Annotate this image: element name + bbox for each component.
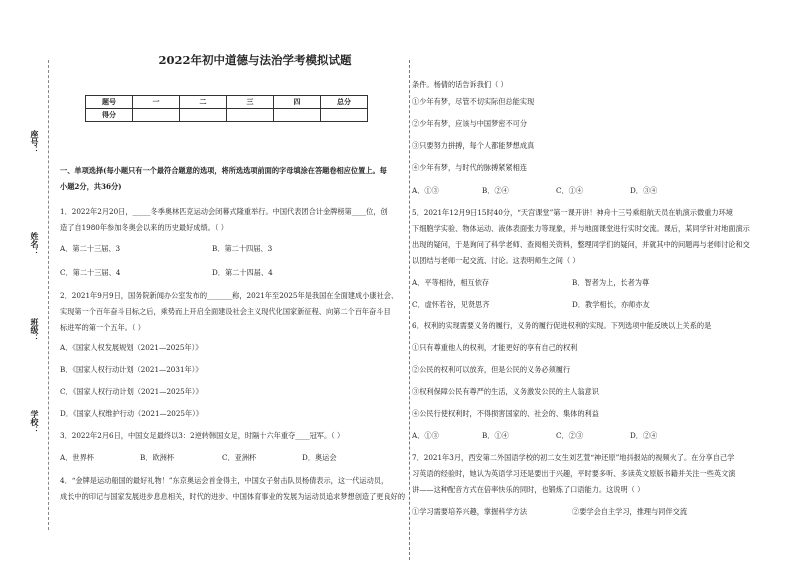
statement-2: ②公民的权利可以放弃，但是公民的义务必须履行 xyxy=(412,365,571,374)
binding-line xyxy=(48,60,49,530)
question-stem: 习英语的经验时，她认为英语学习还是要出于兴趣，平时要多听、多读英文原版书籍并关注一些英文演 xyxy=(412,469,736,478)
option-a[interactable]: A．①③ xyxy=(412,186,439,195)
section-heading-cont: 小题2分，共36分) xyxy=(60,182,122,191)
statement-1: ①只有尊重他人的权利，才能更好的享有自己的权利 xyxy=(412,343,578,352)
option-c[interactable]: C．第二十三届、4 xyxy=(60,268,121,277)
option-b[interactable]: B．欧洲杯 xyxy=(140,453,175,462)
statement-3: ③只要努力拼搏，每个人都能梦想成真 xyxy=(412,141,535,150)
question-stem: 成长中的印记与国家发展进步息息相关，时代的进步、中国体育事业的发展为运动员追求梦想创造了更良好的 xyxy=(60,492,406,501)
question-stem: 条件。杨倩的话告诉我们（ ） xyxy=(412,80,508,89)
table-cell[interactable] xyxy=(227,109,274,122)
question-stem: 7．2021年3月，西安第二外国语学校的初二女生刘艺萱“神还原”地抖报站的视频火了。在分享自己学 xyxy=(412,453,735,462)
option-d[interactable]: D．教学相长，亦师亦友 xyxy=(572,300,650,309)
question-stem: 标进军的第一个五年。（ ） xyxy=(60,323,145,332)
option-d[interactable]: D．②④ xyxy=(630,431,658,440)
statement-1: ①少年有梦，尽管不切实际但总能实现 xyxy=(412,97,535,106)
school-label: 学校： xyxy=(30,410,40,434)
option-b[interactable]: B．第二十四届、3 xyxy=(212,244,273,253)
statement-4: ④少年有梦，与时代的脉搏紧紧相连 xyxy=(412,163,528,172)
option-c[interactable]: C．①④ xyxy=(556,186,584,195)
page-title: 2022年初中道德与法治学考模拟试题 xyxy=(158,53,352,67)
option-a[interactable]: A．①③ xyxy=(412,431,439,440)
statement-3: ③权利保障公民有尊严的生活，义务激发公民的主人翁意识 xyxy=(412,387,599,396)
question-stem: 实现第一个百年奋斗目标之后，乘势而上开启全面建设社会主义现代化国家新征程、向第二个百年奋斗目 xyxy=(60,307,391,316)
option-a[interactable]: A．《国家人权发展规划（2021—2025年）》 xyxy=(60,343,203,352)
statement-2: ②要学会自主学习，推理与同伴交流 xyxy=(572,507,688,516)
option-a[interactable]: A．平等相待，相互依存 xyxy=(412,278,490,287)
table-cell[interactable] xyxy=(180,109,227,122)
option-a[interactable]: A．世界杯 xyxy=(60,453,94,462)
option-d[interactable]: D．第二十四届、4 xyxy=(212,268,273,277)
option-b[interactable]: B．①④ xyxy=(482,431,509,440)
option-c[interactable]: C．《国家人权行动计划（2021—2025年）》 xyxy=(60,387,203,396)
question-stem: 以团结与老师一起交流、讨论。这表明师生之间（ ） xyxy=(412,256,580,265)
question-stem: 讲——这种配音方式在倍率快乐的同时，也锻炼了口语能力。这说明（ ） xyxy=(412,485,645,494)
table-cell: 题号 xyxy=(86,96,133,109)
question-stem: 造了自1980年参加冬奥会以来的历史最好成绩。（ ） xyxy=(60,223,228,232)
question-stem: 3．2022年2月6日，中国女足最终以3：2逆转韩国女足，时隔十六年重夺____冠军。（ ） xyxy=(60,431,345,440)
question-stem: 6．权利的实现需要义务的履行，义务的履行促进权利的实现。下列选项中能反映以上关系的是 xyxy=(412,321,712,330)
question-stem: 下细胞学实验、物体运动、液体表面张力等现象，并与地面课堂进行实时交流。课后，某同学针对地面演示 xyxy=(412,224,750,233)
table-cell: 四 xyxy=(274,96,321,109)
option-c[interactable]: C．②③ xyxy=(556,431,584,440)
option-c[interactable]: C．虚怀若谷，见贤思齐 xyxy=(412,300,490,309)
statement-1: ①学习需要培养兴趣，掌握科学方法 xyxy=(412,507,528,516)
option-b[interactable]: B．《国家人权行动计划（2021—2031年）》 xyxy=(60,365,203,374)
class-label: 班级： xyxy=(30,318,40,342)
statement-2: ②少年有梦，应该与中国梦密不可分 xyxy=(412,119,528,128)
table-row xyxy=(86,109,368,122)
option-d[interactable]: D．奥运会 xyxy=(302,453,337,462)
question-stem: 出现的疑问，于是询问了科学老师、查阅相关资料，整理同学们的疑问，并就其中的问题再与老师讨论和交 xyxy=(412,240,750,249)
statement-4: ④公民行使权利时，不得损害国家的、社会的、集体的利益 xyxy=(412,409,599,418)
option-b[interactable]: B．智者为上，长者为尊 xyxy=(572,278,650,287)
score-table xyxy=(85,95,368,122)
option-a[interactable]: A．第二十三届、3 xyxy=(60,244,121,253)
option-b[interactable]: B．②④ xyxy=(482,186,509,195)
option-d[interactable]: D．《国家人权维护行动（2021—2025年）》 xyxy=(60,409,203,418)
table-cell[interactable] xyxy=(133,109,180,122)
table-row xyxy=(86,96,368,109)
table-cell[interactable] xyxy=(321,109,368,122)
question-stem: 1．2022年2月20日，_____冬季奥林匹克运动会闭幕式隆重举行。中国代表团合计金牌榜第____位，创 xyxy=(60,207,388,216)
table-cell: 得分 xyxy=(86,109,133,122)
table-cell: 二 xyxy=(180,96,227,109)
table-cell[interactable] xyxy=(274,109,321,122)
question-stem: 2．2021年9月9日，国务院新闻办公室发布的_______称，2021年至2025年是我国在全面建成小康社会、 xyxy=(60,291,399,300)
table-cell: 三 xyxy=(227,96,274,109)
seat-label: 座号： xyxy=(30,130,40,154)
section-heading: 一、单项选择(每小题只有一个最符合题意的选项，将所选选项前面的字母填涂在答题卷相应位置上。每 xyxy=(60,166,387,175)
option-d[interactable]: D．③④ xyxy=(630,186,658,195)
name-label: 姓名： xyxy=(30,232,40,256)
option-c[interactable]: C．亚洲杯 xyxy=(222,453,257,462)
table-cell: 总分 xyxy=(321,96,368,109)
fold-line xyxy=(409,60,410,560)
question-stem: 5．2021年12月9日15时40分，“天宫课堂”第一课开讲！神舟十三号乘组航天员在轨演示微重力环境 xyxy=(412,208,733,217)
table-cell: 一 xyxy=(133,96,180,109)
question-stem: 4．“金牌是运动船国的最好礼物！”东京奥运会首金得主，中国女子射击队员杨倩表示，这一代运动员， xyxy=(60,476,389,485)
